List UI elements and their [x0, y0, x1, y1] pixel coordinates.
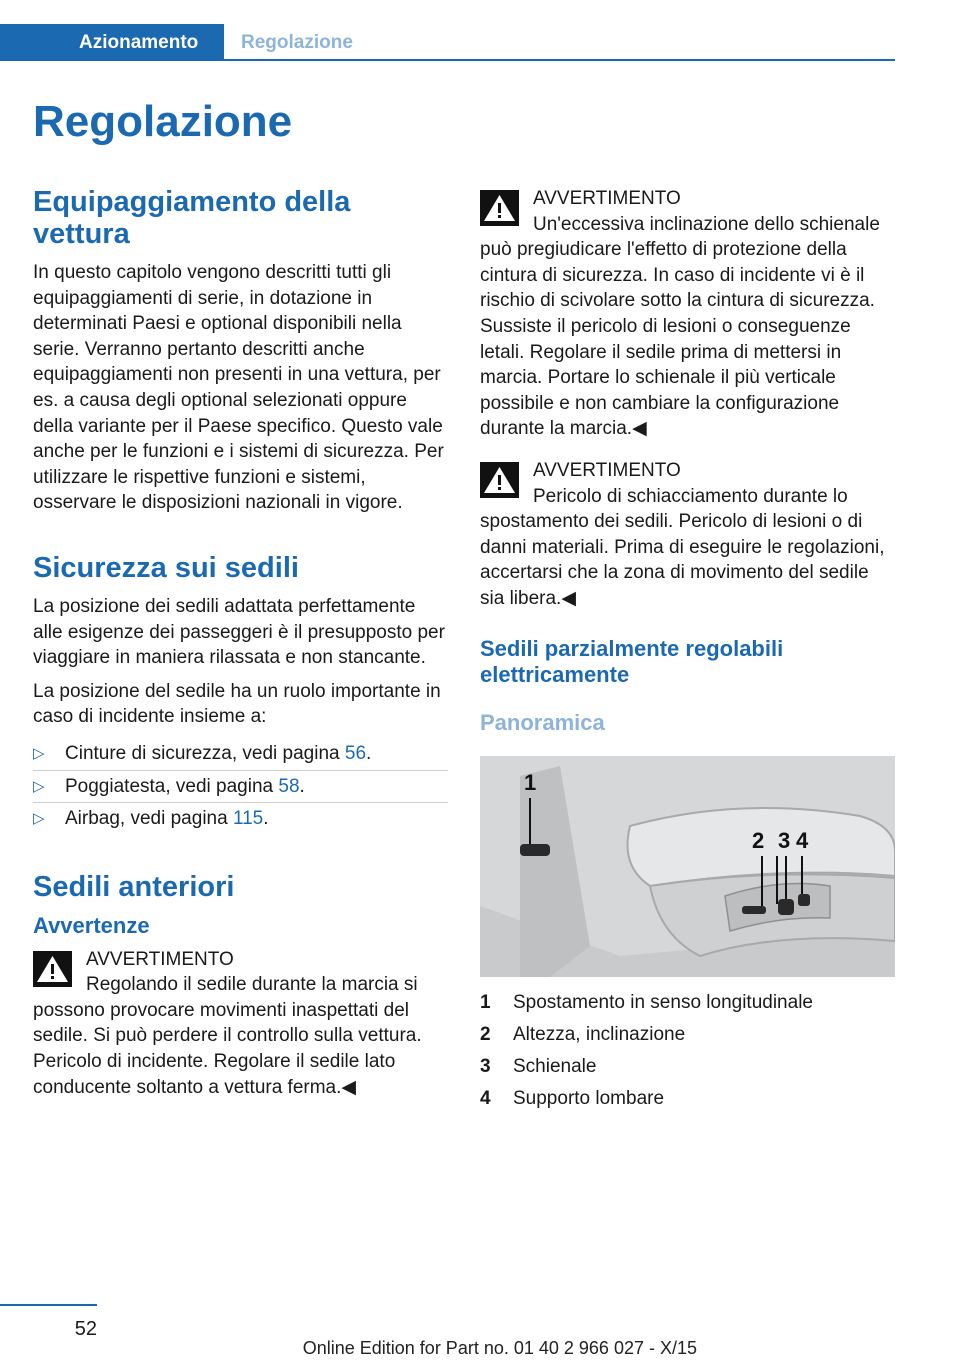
seat-illustration — [480, 756, 895, 977]
list-item-end: . — [366, 742, 372, 764]
heading-avvertenze: Avvertenze — [33, 912, 150, 938]
footer-edition-note: Online Edition for Part no. 01 40 2 966 027 - X/15 — [302, 1338, 697, 1358]
warning-triangle-icon — [33, 951, 72, 987]
figure-legend — [480, 987, 896, 1115]
warning-body: Regolando il sedile durante la marcia si possono provocare movimenti inaspettati del sedile. Si può perdere il controllo sulla vettura. Pericolo di incidente. Regolare il sedile lato conducente soltanto a vettura ferma.◀ — [33, 974, 422, 1098]
list-item-end: . — [299, 775, 305, 797]
paragraph-sicurezza-2: La posizione del sedile ha un ruolo importante in caso di incidente insieme a: — [33, 680, 441, 728]
warning-block-2 — [480, 186, 896, 442]
heading-sedili-parzialmente: Sedili parzialmente regolabili elettricamente — [480, 635, 784, 687]
figure-label-3: 3 — [778, 827, 791, 853]
list-item — [33, 803, 448, 835]
figure-label-2: 2 — [752, 827, 765, 853]
legend-item — [480, 987, 896, 1019]
tab-regolazione[interactable]: Regolazione — [241, 32, 353, 53]
warning-block-3 — [480, 458, 896, 612]
list-item-end: . — [263, 808, 269, 830]
legend-item — [480, 1083, 896, 1115]
list-item-text: Cinture di sicurezza, vedi pagina — [65, 742, 345, 764]
triangle-right-icon: ▷ — [33, 744, 45, 762]
heading-sedili-anteriori: Sedili anteriori — [33, 870, 235, 903]
paragraph-equipaggiamento: In questo capitolo vengono descritti tutti gli equipaggiamenti di serie, in dotazione in determinati Paesi e optional disponibili nella serie. Verranno pertanto descritti anche equipaggiamenti non presenti in una vettura, per es. a causa degli optional selezionati oppure della variante per il Paese specifico. Questo vale anche per le funzioni e i sistemi di sicurezza. Per utilizzare le rispettive funzioni e sistemi, osservare le disposizioni nazionali in vigore. — [33, 262, 444, 514]
warning-body: Un'eccessiva inclinazione dello schienale può pregiudicare l'effetto di protezione della cintura di sicurezza. In caso di incidente vi è il rischio di scivolare sotto la cintura di sicurezza. Sussiste il pericolo di lesioni o conseguenze letali. Regolare il sedile prima di mettersi in marcia. Portare lo schienale il più verticale possibile e non cambiare la configurazione durante la marcia.◀ — [480, 213, 880, 440]
warning-title: AVVERTIMENTO — [533, 188, 681, 209]
warning-text — [480, 186, 896, 442]
legend-text: Supporto lombare — [513, 1087, 665, 1109]
page-link[interactable]: 115 — [232, 808, 264, 830]
list-item-text: Airbag, vedi pagina — [65, 808, 233, 830]
heading-equipaggiamento: Equipaggiamento della vettura — [33, 186, 351, 250]
legend-item — [480, 1019, 896, 1051]
header-rule — [224, 59, 895, 61]
figure-label-1: 1 — [524, 769, 537, 795]
warning-title: AVVERTIMENTO — [533, 459, 681, 481]
warning-title: AVVERTIMENTO — [86, 948, 234, 970]
warning-text — [33, 947, 448, 1101]
paragraph-sicurezza-1: La posizione dei sedili adattata perfettamente alle esigenze dei passeggeri è il presupposto per viaggiare in maniera rilassata e non stancante. — [33, 595, 445, 669]
warning-body: Pericolo di schiacciamento durante lo spostamento dei sedili. Pericolo di lesioni o di danni materiali. Prima di eseguire le regolazioni, accertarsi che la zona di movimento del sedile sia libera.◀ — [480, 485, 885, 609]
bullet-list — [33, 738, 448, 835]
left-column — [33, 186, 448, 1116]
legend-number: 4 — [480, 1087, 491, 1109]
footer-rule — [0, 1304, 97, 1306]
figure-label-4: 4 — [796, 827, 809, 853]
list-item — [33, 738, 448, 771]
triangle-right-icon: ▷ — [33, 810, 45, 828]
page-link[interactable]: 56 — [344, 742, 367, 764]
warning-block-1 — [33, 947, 448, 1101]
legend-text: Spostamento in senso longitudinale — [513, 991, 813, 1013]
page-title: Regolazione — [33, 97, 293, 146]
seat-controls-figure — [480, 756, 895, 977]
page-link[interactable]: 58 — [278, 775, 300, 797]
heading-sicurezza: Sicurezza sui sedili — [33, 551, 299, 584]
tab-azionamento[interactable]: Azionamento — [0, 24, 224, 61]
legend-item — [480, 1051, 896, 1083]
legend-number: 1 — [480, 991, 491, 1013]
page-number: 52 — [74, 1318, 97, 1340]
legend-number: 3 — [480, 1055, 491, 1077]
warning-triangle-icon — [480, 190, 519, 226]
header-tabs — [0, 24, 960, 62]
legend-text: Altezza, inclinazione — [513, 1023, 686, 1045]
list-item-text: Poggiatesta, vedi pagina — [65, 775, 279, 797]
right-column — [480, 186, 896, 1115]
list-item — [33, 771, 448, 804]
warning-triangle-icon — [480, 462, 519, 498]
triangle-right-icon: ▷ — [33, 777, 45, 795]
legend-number: 2 — [480, 1023, 491, 1045]
warning-text — [480, 458, 896, 612]
legend-text: Schienale — [513, 1055, 597, 1077]
heading-panoramica: Panoramica — [480, 709, 605, 735]
